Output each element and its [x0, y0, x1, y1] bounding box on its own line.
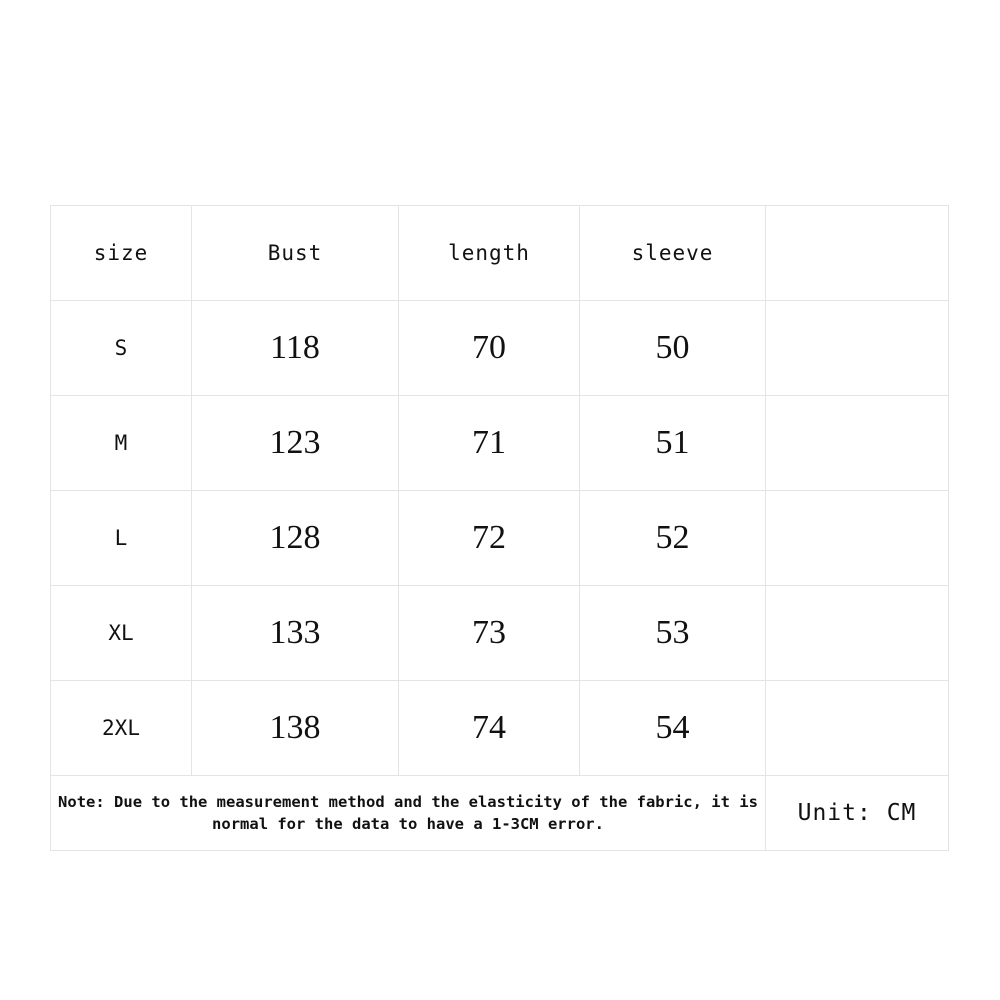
sleeve-cell: 52	[580, 491, 766, 586]
empty-cell	[766, 586, 949, 681]
unit-label: Unit: CM	[766, 776, 949, 851]
sleeve-cell: 54	[580, 681, 766, 776]
bust-cell: 118	[192, 301, 399, 396]
empty-cell	[766, 491, 949, 586]
table-row	[51, 491, 949, 586]
empty-cell	[766, 301, 949, 396]
size-cell: S	[51, 301, 192, 396]
length-cell: 73	[399, 586, 580, 681]
size-cell: XL	[51, 586, 192, 681]
length-cell: 71	[399, 396, 580, 491]
bust-cell: 123	[192, 396, 399, 491]
length-cell: 74	[399, 681, 580, 776]
table-row	[51, 681, 949, 776]
header-empty	[766, 206, 949, 301]
note-row	[51, 776, 949, 851]
sleeve-cell: 51	[580, 396, 766, 491]
sleeve-cell: 53	[580, 586, 766, 681]
empty-cell	[766, 396, 949, 491]
table-row	[51, 396, 949, 491]
size-chart-table	[50, 205, 949, 851]
measurement-note: Note: Due to the measurement method and the elasticity of the fabric, it is normal for the data to have a 1-3CM error.	[51, 776, 766, 851]
size-cell: L	[51, 491, 192, 586]
length-cell: 72	[399, 491, 580, 586]
header-sleeve: sleeve	[580, 206, 766, 301]
header-length: length	[399, 206, 580, 301]
bust-cell: 128	[192, 491, 399, 586]
empty-cell	[766, 681, 949, 776]
table-row	[51, 301, 949, 396]
length-cell: 70	[399, 301, 580, 396]
header-bust: Bust	[192, 206, 399, 301]
table-row	[51, 586, 949, 681]
bust-cell: 133	[192, 586, 399, 681]
header-row	[51, 206, 949, 301]
sleeve-cell: 50	[580, 301, 766, 396]
header-size: size	[51, 206, 192, 301]
size-cell: 2XL	[51, 681, 192, 776]
size-cell: M	[51, 396, 192, 491]
bust-cell: 138	[192, 681, 399, 776]
